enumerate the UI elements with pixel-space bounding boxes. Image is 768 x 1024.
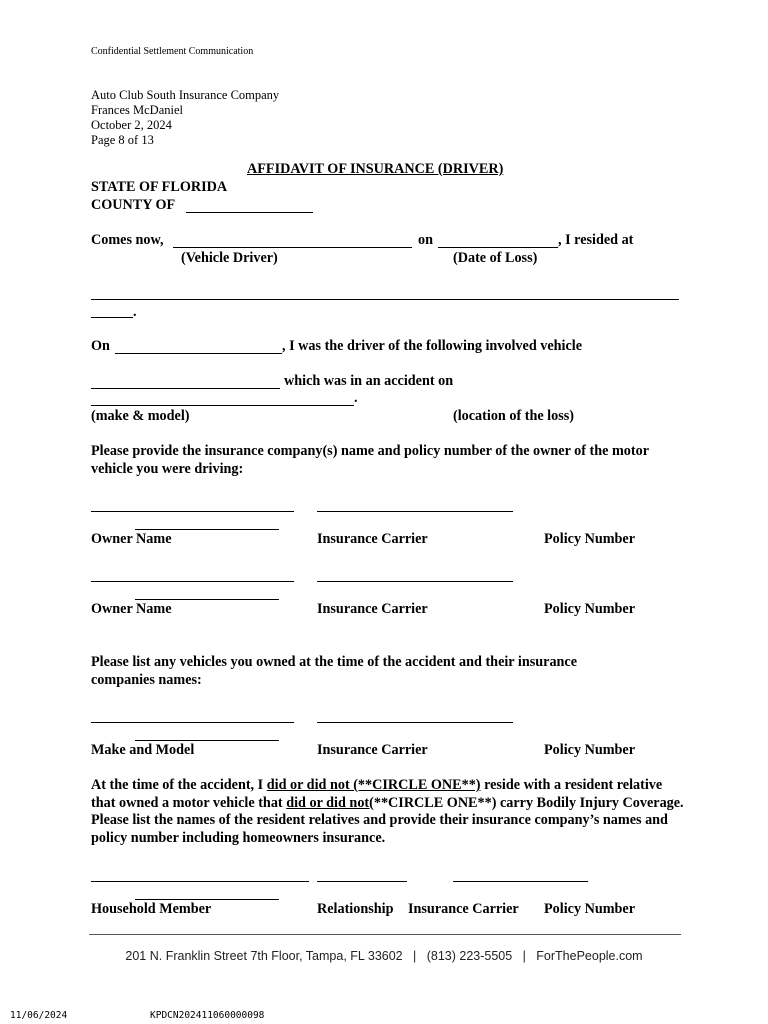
policy-number-1-blank[interactable] <box>135 529 279 530</box>
footer-address: 201 N. Franklin Street 7th Floor, Tampa, FL 33602 <box>125 949 403 963</box>
county-label: COUNTY OF <box>91 197 176 213</box>
policy-number-4-blank[interactable] <box>135 899 279 900</box>
policy-number-4-label: Policy Number <box>544 901 636 917</box>
resident-text-1: At the time of the accident, I <box>91 777 267 793</box>
location-blank[interactable] <box>91 405 354 406</box>
on-label: on <box>418 232 433 248</box>
page-number: Page 8 of 13 <box>91 133 154 147</box>
insurance-carrier-3-blank[interactable] <box>317 722 513 723</box>
accident-statement: which was in an accident on <box>284 373 454 389</box>
address-period: . <box>133 304 137 320</box>
footer-separator-1: | <box>413 949 417 963</box>
relationship-blank[interactable] <box>317 881 407 882</box>
insurance-carrier-3-label: Insurance Carrier <box>317 742 428 758</box>
policy-number-1-label: Policy Number <box>544 531 636 547</box>
make-model-row-blank[interactable] <box>91 722 294 723</box>
county-blank[interactable] <box>186 212 313 213</box>
footer-divider <box>89 934 681 935</box>
circle-one-option-1[interactable]: did or did not (**CIRCLE ONE**) <box>266 777 481 793</box>
date-of-loss-caption: (Date of Loss) <box>453 250 538 266</box>
resided-label: , I resided at <box>558 232 634 248</box>
insurance-carrier-1-label: Insurance Carrier <box>317 531 428 547</box>
person-name: Frances McDaniel <box>91 103 183 117</box>
address-blank-continued[interactable] <box>91 317 133 318</box>
insurance-prompt: Please provide the insurance company(s) name and policy number of the owner of the motor vehicle you were driving: <box>91 443 649 477</box>
circle-one-option-2[interactable]: did or did not( <box>286 794 374 811</box>
policy-number-2-blank[interactable] <box>135 599 279 600</box>
household-member-blank[interactable] <box>91 881 309 882</box>
driver-statement: , I was the driver of the following involved vehicle <box>282 338 583 354</box>
date-of-loss-blank[interactable] <box>438 247 558 248</box>
make-and-model-label: Make and Model <box>91 742 195 758</box>
resident-relative-paragraph <box>91 777 686 847</box>
vehicles-prompt: Please list any vehicles you owned at the time of the accident and their insurance companies names: <box>91 654 578 688</box>
relationship-label: Relationship <box>317 901 394 917</box>
footer-website[interactable]: ForThePeople.com <box>536 949 643 963</box>
make-model-blank[interactable] <box>91 388 280 389</box>
state-label: STATE OF FLORIDA <box>91 179 228 195</box>
policy-number-3-label: Policy Number <box>544 742 636 758</box>
insurance-carrier-2-label: Insurance Carrier <box>317 601 428 617</box>
on-date-label: On <box>91 338 110 354</box>
stamp-date: 11/06/2024 <box>10 1010 68 1021</box>
resident-text-3: **CIRCLE ONE**) carry Bodily Injury Coverage. Please list the names of the resident relatives and provide their insurance company’s names and policy number including homeowners insurance. <box>91 794 684 846</box>
footer <box>0 949 768 963</box>
footer-separator-2: | <box>522 949 526 963</box>
policy-number-2-label: Policy Number <box>544 601 636 617</box>
insurance-carrier-1-blank[interactable] <box>317 511 513 512</box>
letter-date: October 2, 2024 <box>91 118 172 132</box>
company-name: Auto Club South Insurance Company <box>91 88 280 102</box>
vehicle-driver-blank[interactable] <box>173 247 412 248</box>
stamp-code: KPDCN202411060000098 <box>150 1010 265 1021</box>
owner-name-1-blank[interactable] <box>91 511 294 512</box>
location-caption: (location of the loss) <box>453 408 574 424</box>
form-title: AFFIDAVIT OF INSURANCE (DRIVER) <box>247 161 504 177</box>
insurance-carrier-4-label: Insurance Carrier <box>408 901 519 917</box>
location-period: . <box>354 390 358 406</box>
insurance-carrier-4-blank[interactable] <box>453 881 588 882</box>
owner-name-2-blank[interactable] <box>91 581 294 582</box>
comes-now-label: Comes now, <box>91 232 164 248</box>
household-member-label: Household Member <box>91 901 212 917</box>
owner-name-2-label: Owner Name <box>91 601 172 617</box>
make-model-caption: (make & model) <box>91 408 190 424</box>
insurance-carrier-2-blank[interactable] <box>317 581 513 582</box>
footer-phone[interactable]: (813) 223-5505 <box>426 949 513 963</box>
confidential-label: Confidential Settlement Communication <box>91 46 254 57</box>
owner-name-1-label: Owner Name <box>91 531 172 547</box>
address-blank[interactable] <box>91 299 679 300</box>
policy-number-3-blank[interactable] <box>135 740 279 741</box>
resident-text-2: reside with a resident relative that owned a motor vehicle that <box>91 777 663 811</box>
vehicle-driver-caption: (Vehicle Driver) <box>181 250 278 266</box>
driver-date-blank[interactable] <box>115 353 282 354</box>
